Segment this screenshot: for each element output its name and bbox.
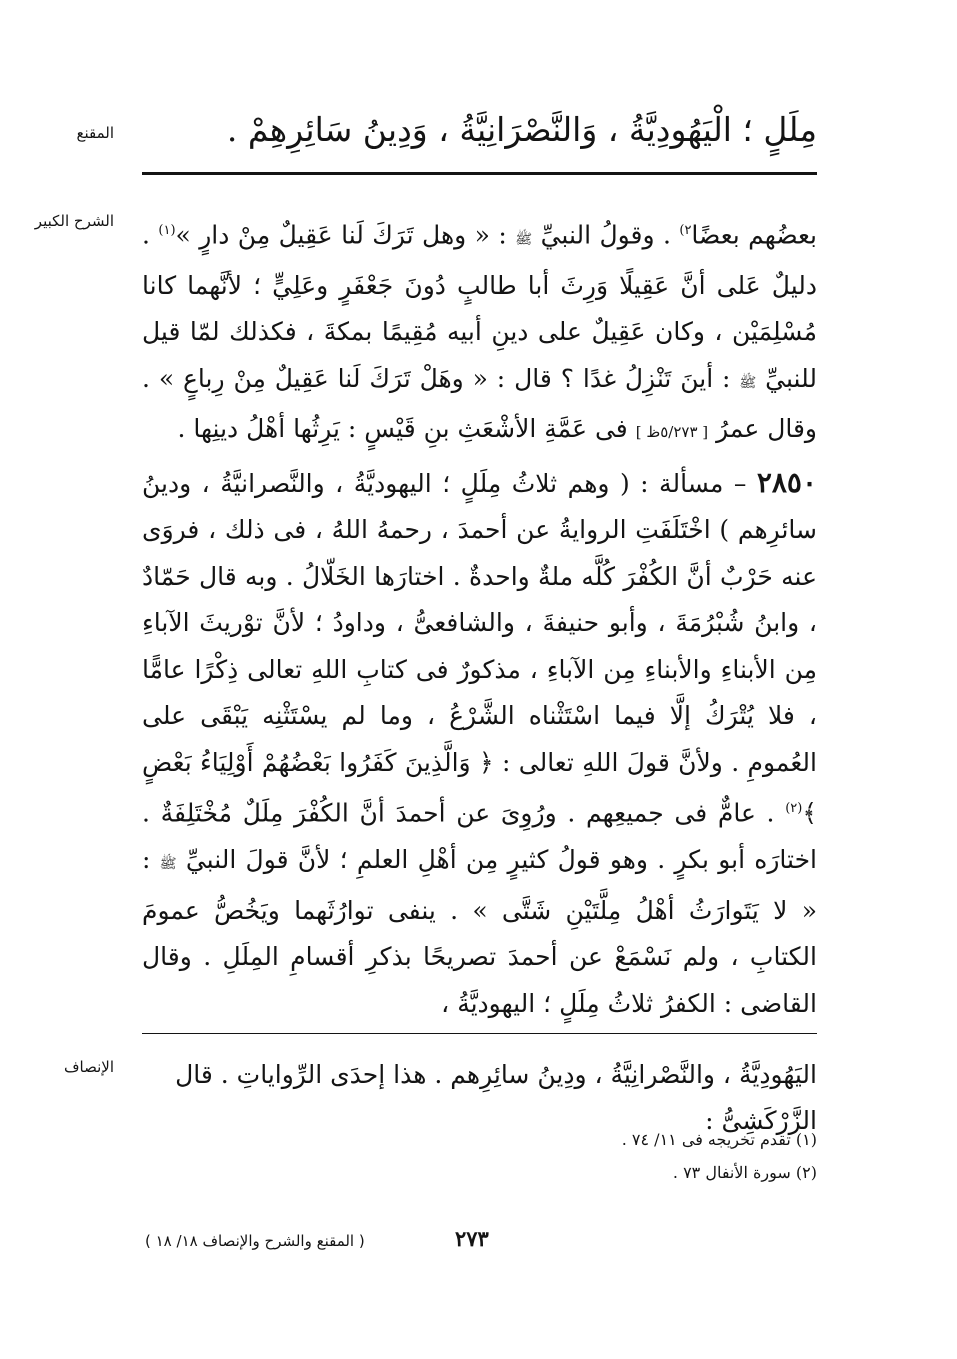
footnote-item: (٢) سورة الأنفال ٧٣ . [672, 1163, 817, 1182]
sharh-text: : أينَ تَنْزِلُ غدًا ؟ قال : « وهَلْ تَرَكَ لَنا عَقِيلٌ مِنْ رِباعٍ » . وقال عمرُ [142, 363, 817, 444]
sharh-paragraph-1 [142, 208, 817, 456]
masala-text: . عامٌّ فى جميعِهم . ورُوِىَ عن أحمدَ أنَّ الكُفْرَ مِلَلٌ مُخْتَلِفَةٌ . اختارَه أبو بكرٍ . وهو قولُ كثيرٍ مِن أهْلِ العلمِ ؛ لأنَّ قولَ النبيِّ [142, 798, 817, 875]
bottom-divider [142, 1033, 817, 1034]
prophet-salutation-icon: ﷺ [515, 231, 533, 248]
footnotes [142, 1123, 817, 1189]
footnote-ref: ٢) [679, 223, 692, 238]
masala-paragraph [142, 460, 817, 1027]
volume-reference: ( المقنع والشرح والإنصاف ١٨/ ١٨ ) [145, 1232, 365, 1250]
muqni-text: مِلَلٍ ؛ الْيَهُودِيَّةُ ، وَالنَّصْرَانِيَّةُ ، وَدِينُ سَائِرِهِمْ . [226, 110, 817, 149]
sharh-text: فى عَمَّةِ الأشْعَثِ بنِ قَيْسٍ : يَرِثُها أهْلُ دينِها . [177, 414, 628, 444]
section-label-sharh: الشرح الكبير [34, 212, 114, 230]
sharh-text: . دليلٌ عَلى أنَّ عَقِيلًا وَرِثَ أبا طالبٍ دُونَ جَعْفَرٍ وعَلِيٍّ ؛ لأنَّهما كانا مُسْلِمَيْن ، وكان عَقِيلٌ على دينِ أبيه مُقِيمًا بمكةَ ، فكذلك لمّا قيل للنبيِّ [142, 220, 817, 393]
hadith-quote: : « وهل تَرَكَ لَنا عَقِيلٌ مِنْ دارٍ » [175, 220, 507, 250]
page-reference: [ ٥/٢٧٣ظ ] [635, 423, 709, 442]
footnote-ref: (١) [158, 223, 176, 238]
masala-text: : « لا يَتَوارَثُ أهْلُ مِلَّتَيْنِ شَتَّى » . ينفى توارُثَهما ويَخُصُّ عمومَ الكتابِ ، ولم نَسْمَعْ عن أحمدَ تصريحًا بذكرِ أقسامِ المِلَلِ . وقال القاضى : الكفرُ ثلاثُ مِلَلٍ ؛ اليهوديَّةُ ، [142, 845, 817, 1018]
section-label-muqni: المقنع [76, 124, 114, 142]
footnote-item: (١) تقدم تخريجه فى ١١/ ٧٤ . [621, 1130, 817, 1149]
masala-number: ٢٨٥٠ [756, 465, 817, 499]
top-divider [142, 172, 817, 175]
page-number: ٢٧٣ [455, 1226, 489, 1251]
sharh-body [142, 208, 817, 1027]
sharh-text: بعضُهم بعضًا [691, 220, 818, 250]
sharh-text: . وقولُ النبيِّ [540, 220, 671, 250]
prophet-salutation-icon: ﷺ [739, 374, 757, 391]
section-label-insaf: الإنصاف [63, 1058, 114, 1076]
insaf-text: اليَهُودِيَّةُ ، والنَّصْرانِيَّةُ ، ودِينُ سائِرِهم . هذا إحدَى الرِّواياتِ . قال الزَّرْكَشِىُّ : [175, 1060, 817, 1135]
prophet-salutation-icon: ﷺ [159, 856, 177, 873]
masala-text: – مسألة : ( وهم ثلاثُ مِلَلٍ ؛ اليهوديَّةُ ، والنَّصرانيَّةُ ، ودينُ سائرِهم ) اخْتَلَفَتِ الروايةُ عن أحمدَ ، رحمهُ اللهُ ، فى ذلك ، فروَى عنه حَرْبٌ أنَّ الكُفْرَ كُلَّه ملةٌ واحدةٌ . اختارَها الخَلّالُ . وبه قال حَمّادٌ ، وابنُ شُبْرُمَةَ ، وأبو حنيفةَ ، والشافعىُّ ، وداودُ ؛ لأنَّ توْريثَ الآباءِ مِن الأبناءِ والأبناءِ مِن الآباءِ ، مذكورٌ فى كتابِ اللهِ تعالى ذِكْرًا عامًّا ، فلا يُتْرَكُ إلَّا فيما اسْتَثْناه الشَّرْعُ ، وما لم يسْتَثْنِه يَبْقَى على العُمومِ . ولأنَّ قولَ اللهِ تعالى : ﴿ وَالَّذِينَ كَفَرُوا بَعْضُهُمْ أَوْلِيَاءُ بَعْضٍ ﴾ [142, 468, 817, 828]
footnote-ref: (٢) [785, 801, 803, 817]
